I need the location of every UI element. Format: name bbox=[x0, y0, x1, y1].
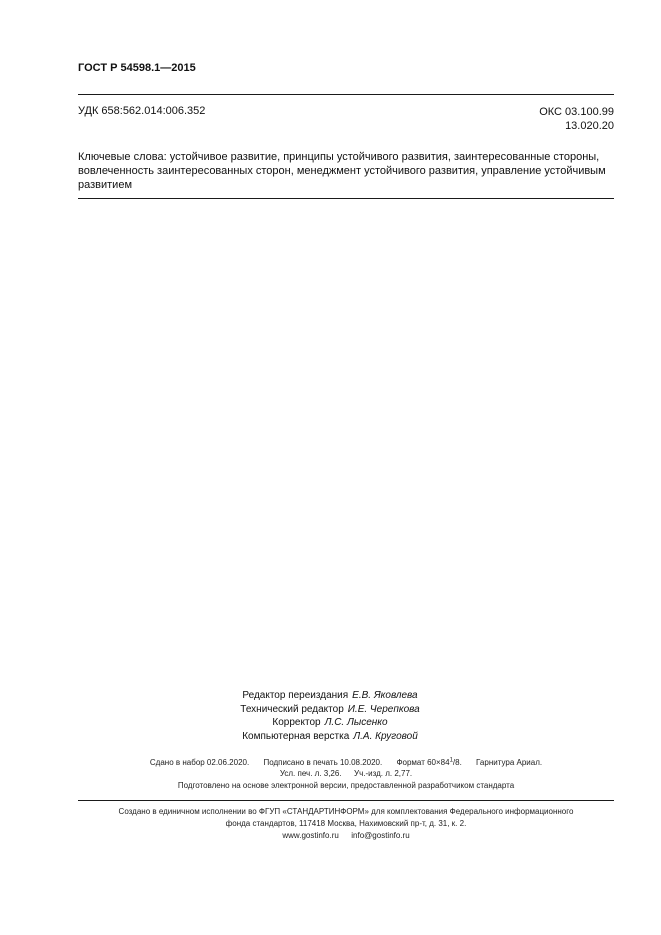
keywords-divider bbox=[78, 198, 614, 199]
format-sup: 1 bbox=[449, 757, 453, 763]
staff-name: Л.С. Лысенко bbox=[324, 717, 388, 728]
keywords-line-2: вовлеченность заинтересованных сторон, менеджмент устойчивого развития, управление устойчивым bbox=[78, 165, 606, 177]
oks-code-2: 13.020.20 bbox=[565, 120, 614, 132]
keywords-line-3: развитием bbox=[78, 179, 133, 191]
sent-date: Сдано в набор 02.06.2020. bbox=[149, 757, 250, 767]
staff-role: Корректор bbox=[272, 717, 321, 728]
edition-sheets: Уч.-изд. л. 2,77. bbox=[354, 769, 413, 779]
format-prefix: Формат 60×84 bbox=[396, 757, 450, 767]
footer bbox=[78, 806, 614, 842]
udk-code: УДК 658:562.014:006.352 bbox=[78, 105, 206, 117]
website-link[interactable]: www.gostinfo.ru bbox=[282, 831, 339, 840]
editorial-staff bbox=[120, 689, 540, 743]
staff-row-editor bbox=[120, 689, 540, 703]
staff-name: Л.А. Круговой bbox=[353, 730, 418, 742]
standard-code: ГОСТ Р 54598.1—2015 bbox=[78, 62, 196, 74]
staff-name: Е.В. Яковлева bbox=[352, 690, 418, 701]
paper-format: Формат $60\times 84^1/8$. bbox=[396, 757, 462, 767]
footer-contacts bbox=[78, 830, 614, 842]
staff-role: Компьютерная верстка bbox=[242, 730, 350, 742]
format-sub: /8 bbox=[452, 757, 460, 767]
keywords-block bbox=[78, 150, 614, 192]
typeface: Гарнитура Ариал. bbox=[476, 757, 543, 767]
staff-row-layout bbox=[120, 730, 540, 744]
print-info bbox=[78, 755, 614, 791]
signed-date: Подписано в печать 10.08.2020. bbox=[263, 757, 383, 767]
footer-divider bbox=[78, 800, 614, 801]
print-info-line-2 bbox=[78, 768, 614, 780]
keywords-line-1: Ключевые слова: устойчивое развитие, принципы устойчивого развития, заинтересованные стороны, bbox=[78, 151, 600, 163]
staff-role: Технический редактор bbox=[240, 703, 344, 715]
footer-line-1: Создано в единичном исполнении во ФГУП «СТАНДАРТИНФОРМ» для комплектования Федерального информационного bbox=[118, 807, 574, 816]
printed-sheets: Усл. печ. л. 3,26. bbox=[279, 769, 342, 779]
oks-codes bbox=[539, 105, 614, 133]
staff-row-corrector bbox=[120, 716, 540, 730]
staff-role: Редактор переиздания bbox=[242, 690, 349, 701]
top-divider bbox=[78, 94, 614, 95]
print-info-line-1 bbox=[78, 755, 614, 768]
staff-row-tech-editor bbox=[120, 703, 540, 717]
prepared-note: Подготовлено на основе электронной версии, предоставленной разработчиком стандарта bbox=[177, 780, 515, 790]
email-link[interactable]: info@gostinfo.ru bbox=[351, 831, 410, 840]
staff-name: И.Е. Черепкова bbox=[347, 703, 420, 715]
oks-code-1: ОКС 03.100.99 bbox=[539, 106, 614, 118]
footer-line-2: фонда стандартов, 117418 Москва, Нахимовский пр-т, д. 31, к. 2. bbox=[225, 819, 467, 828]
